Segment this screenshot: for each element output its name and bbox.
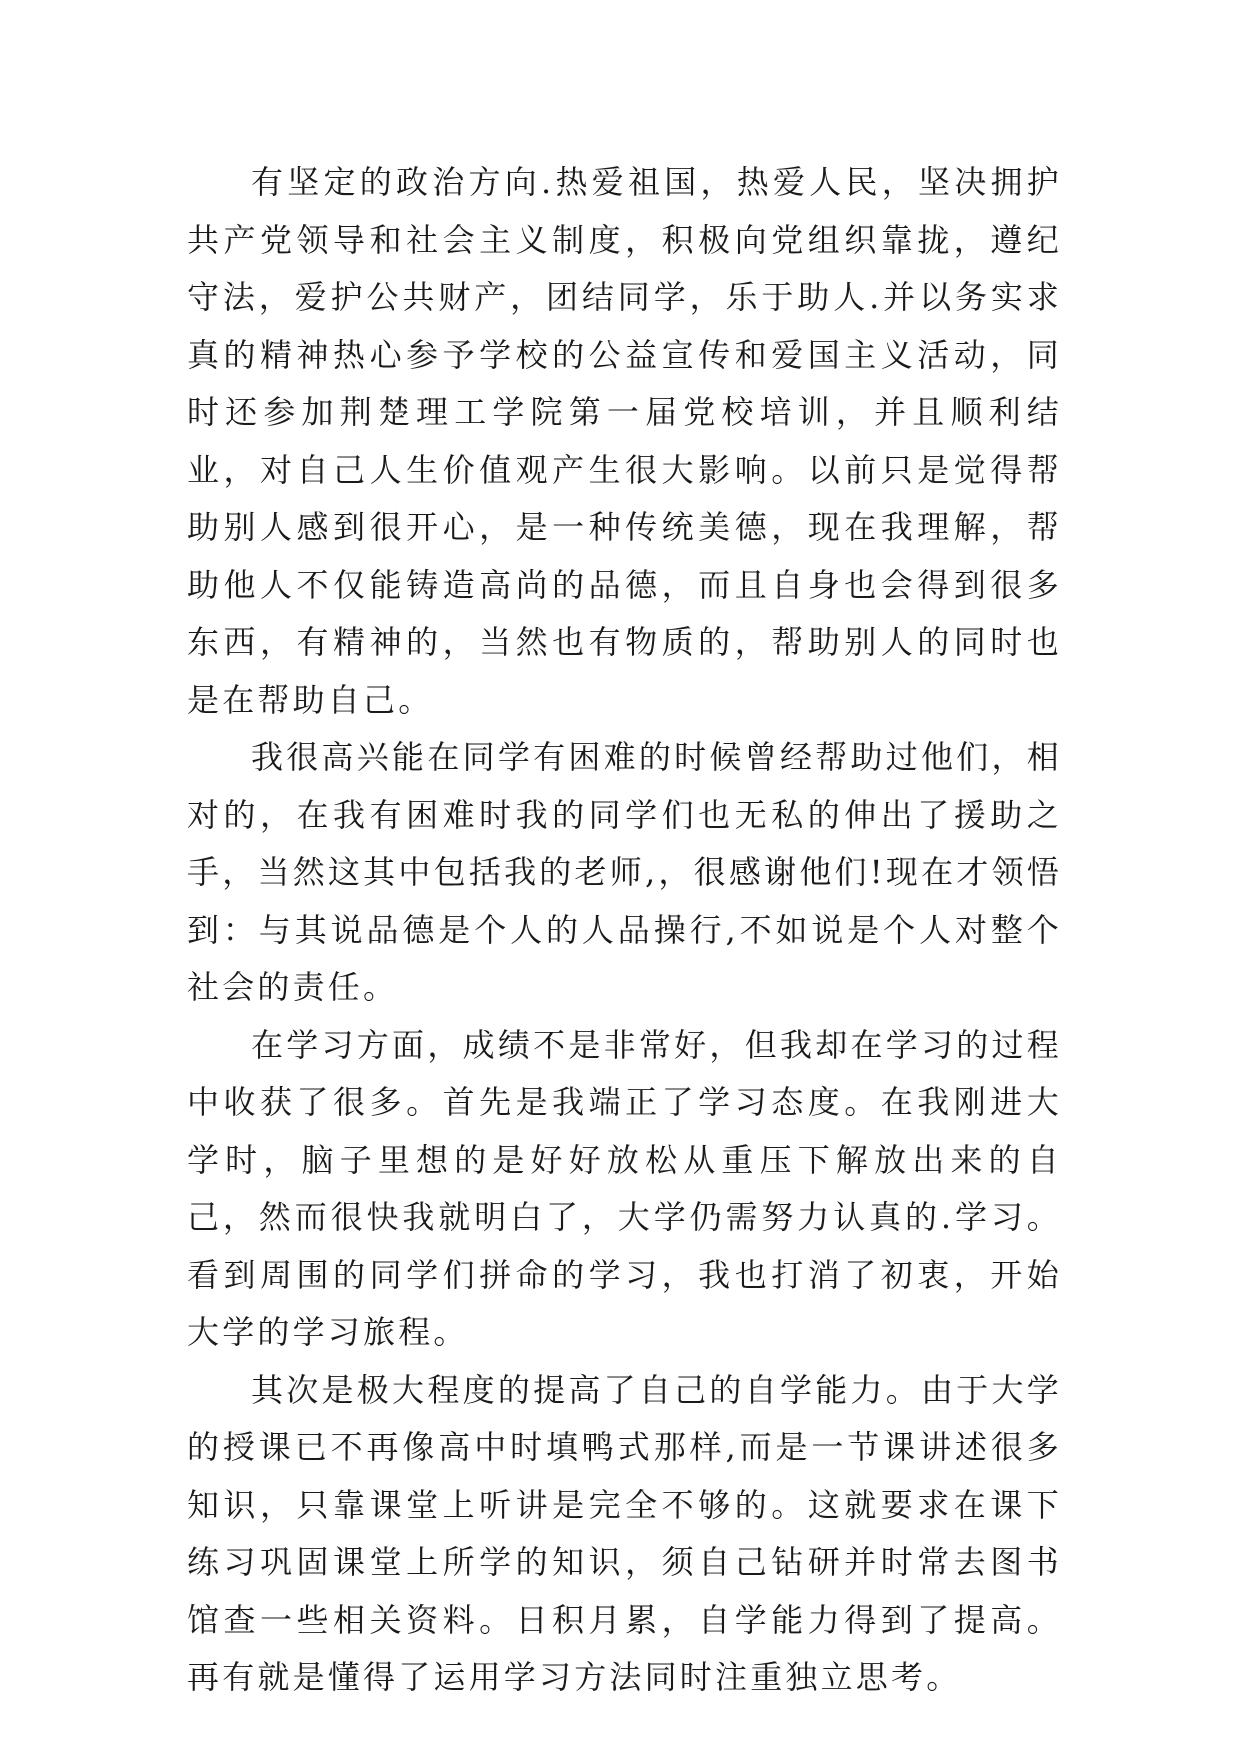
paragraph-helping-classmates: 我很高兴能在同学有困难的时候曾经帮助过他们，相对的，在我有困难时我的同学们也无私的伸出了援助之手，当然这其中包括我的老师,，很感谢他们!现在才领悟到：与其说品德是个人的人品操行,不如说是个人对整个社会的责任。 [187,738,1062,1006]
paragraph-study-attitude: 在学习方面，成绩不是非常好，但我却在学习的过程中收获了很多。首先是我端正了学习态度。在我刚进大学时，脑子里想的是好好放松从重压下解放出来的自己，然而很快我就明白了，大学仍需努力认真的.学习。看到周围的同学们拼命的学习，我也打消了初衷，开始大学的学习旅程。 [187,1025,1062,1351]
document-body [187,154,1062,1707]
paragraph-self-learning: 其次是极大程度的提高了自己的自学能力。由于大学的授课已不再像高中时填鸭式那样,而是一节课讲述很多知识，只靠课堂上听讲是完全不够的。这就要求在课下练习巩固课堂上所学的知识，须自己钻研并时常去图书馆查一些相关资料。日积月累，自学能力得到了提高。再有就是懂得了运用学习方法同时注重独立思考。 [187,1370,1062,1696]
paragraph-political-direction: 有坚定的政治方向.热爱祖国，热爱人民，坚决拥护共产党领导和社会主义制度，积极向党组织靠拢，遵纪守法，爱护公共财产，团结同学，乐于助人.并以务实求真的精神热心参予学校的公益宣传和爱国主义活动，同时还参加荆楚理工学院第一届党校培训，并且顺利结业，对自己人生价值观产生很大影响。以前只是觉得帮助别人感到很开心，是一种传统美德，现在我理解，帮助他人不仅能铸造高尚的品德，而且自身也会得到很多东西，有精神的，当然也有物质的，帮助别人的同时也是在帮助自己。 [187,163,1062,719]
